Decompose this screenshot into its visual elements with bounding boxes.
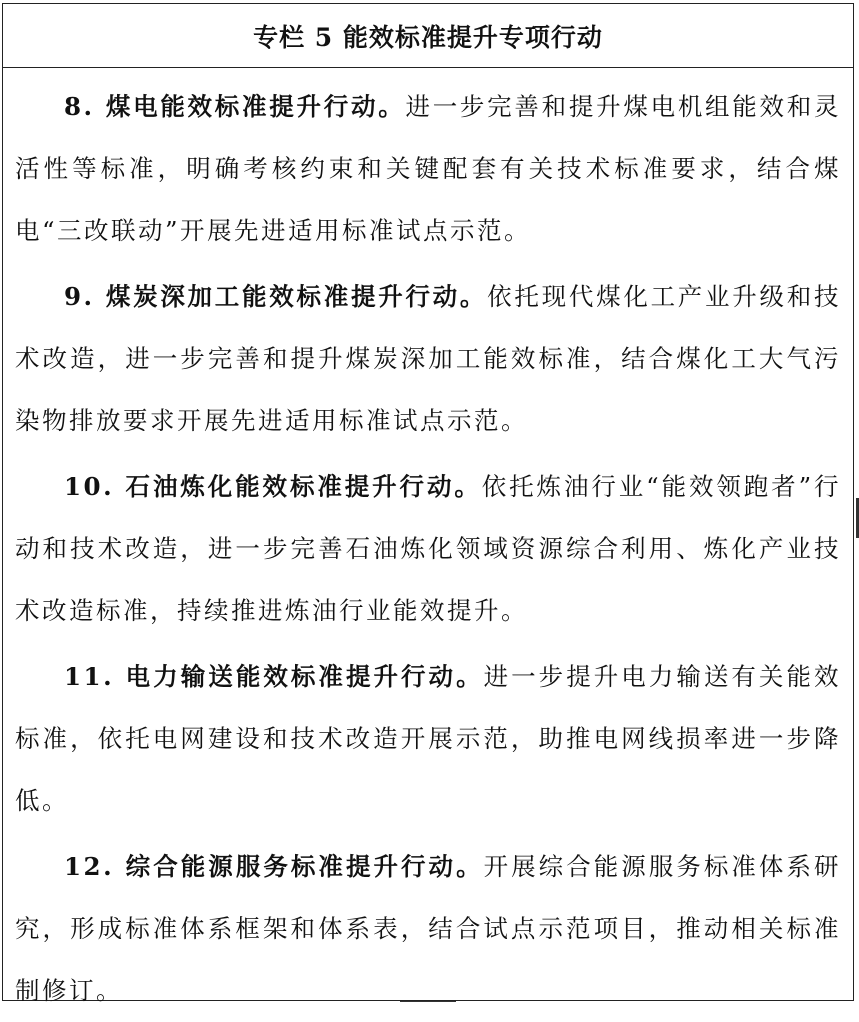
action-item-10 <box>15 456 841 642</box>
action-item-11 <box>15 646 841 832</box>
action-item-heading: 12. 综合能源服务标准提升行动。 <box>64 852 484 881</box>
column-title: 专栏 5 能效标准提升专项行动 <box>3 4 853 68</box>
action-item-12 <box>15 836 841 1022</box>
action-item-heading: 11. 电力输送能效标准提升行动。 <box>64 662 484 691</box>
action-item-text: 进一步提升电力输送有关能效标准，依托电网建设和技术改造开展示范，助推电网线损率进一步降低。 <box>15 662 841 815</box>
action-item-9 <box>15 266 841 452</box>
bottom-edge-mark <box>400 1001 456 1006</box>
action-item-text: 进一步完善和提升煤电机组能效和灵活性等标准，明确考核约束和关键配套有关技术标准要求，结合煤电“三改联动”开展先进适用标准试点示范。 <box>15 92 842 245</box>
action-item-text: 开展综合能源服务标准体系研究，形成标准体系框架和体系表，结合试点示范项目，推动相关标准制修订。 <box>15 852 841 1005</box>
action-item-heading: 10. 石油炼化能效标准提升行动。 <box>64 472 482 501</box>
column-box <box>2 3 854 1005</box>
action-item-text: 依托现代煤化工产业升级和技术改造，进一步完善和提升煤炭深加工能效标准，结合煤化工大气污染物排放要求开展先进适用标准试点示范。 <box>15 282 841 435</box>
action-item-heading: 9. 煤炭深加工能效标准提升行动。 <box>64 282 488 311</box>
action-item-text: 依托炼油行业“能效领跑者”行动和技术改造，进一步完善石油炼化领域资源综合利用、炼化产业技术改造标准，持续推进炼油行业能效提升。 <box>15 472 841 625</box>
column-body <box>3 68 853 1022</box>
action-item-heading: 8. 煤电能效标准提升行动。 <box>64 92 406 121</box>
action-item-8 <box>15 76 841 262</box>
